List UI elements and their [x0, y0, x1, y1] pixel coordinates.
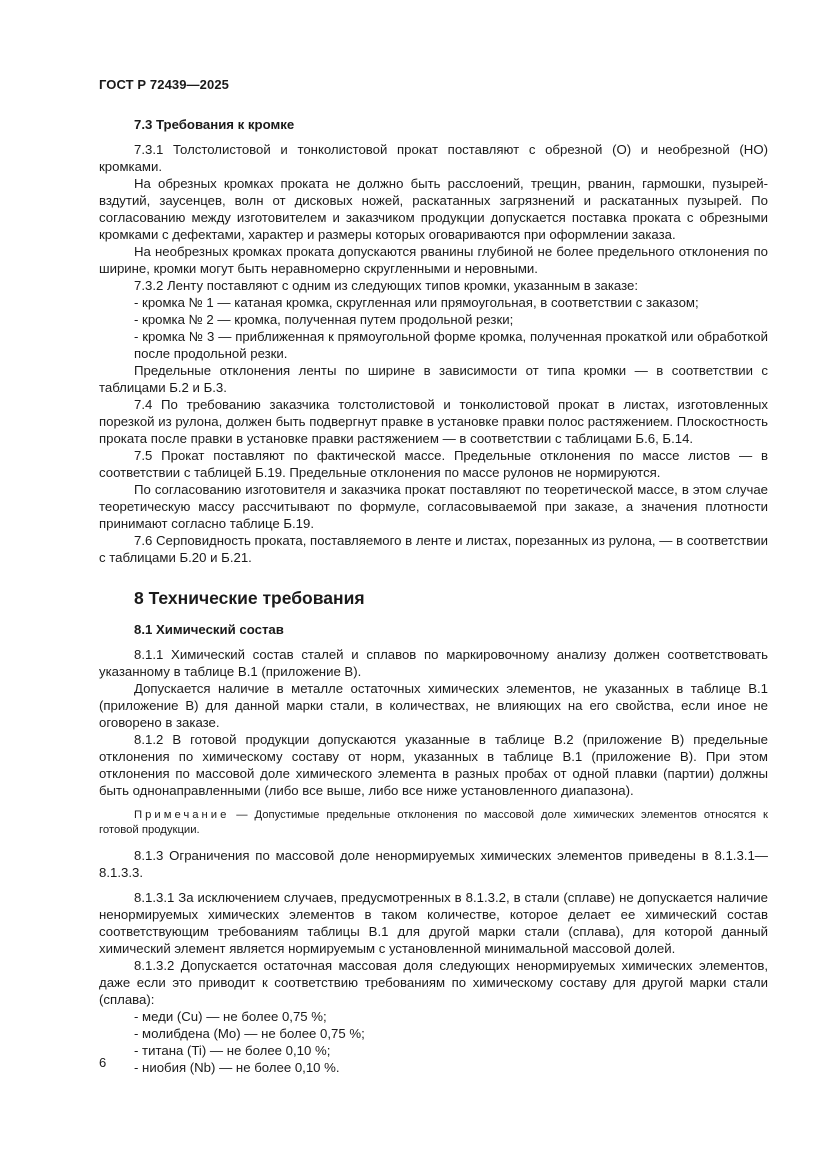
paragraph-8-1-3: 8.1.3 Ограничения по массовой доле ненормируемых химических элементов приведены в 8.1.3.1—8.1.3.3. [99, 848, 768, 880]
list-item: - кромка № 1 — катаная кромка, скругленная или прямоугольная, в соответствии с заказом; [134, 295, 699, 310]
paragraph-7-6: 7.6 Серповидность проката, поставляемого в ленте и листах, порезанных из рулона, — в соответствии с таблицами Б.20 и Б.21. [99, 533, 768, 565]
paragraph-7-5: 7.5 Прокат поставляют по фактической массе. Предельные отклонения по массе листов — в соответствии с таблицей Б.19. Предельные отклонения по массе рулонов не нормируются. [99, 448, 768, 480]
list-item: - меди (Cu) — не более 0,75 %; [134, 1009, 327, 1024]
document-body [99, 116, 768, 1076]
paragraph-theoretical-mass: По согласованию изготовителя и заказчика прокат поставляют по теоретической массе, в этом случае теоретическую массу рассчитывают по формуле, согласовываемой при заказе, а значения плотности принимают согласно таблице Б.19. [99, 482, 768, 531]
paragraph-7-4: 7.4 По требованию заказчика толстолистовой и тонколистовой прокат в листах, изготовленных порезкой из рулона, должен быть подвергнут правке в установке правки полос растяжением. Плоскостность проката после правки в установке правки растяжением — в соответствии с таблицами Б.6, Б.14. [99, 397, 768, 446]
element-limits-list [99, 1008, 768, 1076]
section-title-8: 8 Технические требования [134, 588, 365, 608]
page-number: 6 [99, 1055, 107, 1070]
note-label: Примечание [134, 809, 230, 821]
paragraph-cut-edges: На обрезных кромках проката не должно быть расслоений, трещин, рванин, гармошки, пузырей-вздутий, заусенцев, волн от дисковых ножей, раскатанных загрязнений и раскатанных пузырей. По согласованию между изготовителем и заказчиком продукции допускается поставка проката с обрезными кромками с дефектами, характер и размеры которых оговариваются при оформлении заказа. [99, 176, 768, 242]
paragraph-uncut-edges: На необрезных кромках проката допускаются рванины глубиной не более предельного отклонения по ширине, кромки могут быть неравномерно скругленными и неровными. [99, 244, 768, 276]
paragraph-width-deviations: Предельные отклонения ленты по ширине в зависимости от типа кромки — в соответствии с таблицами Б.2 и Б.3. [99, 363, 768, 395]
paragraph-8-1-3-2: 8.1.3.2 Допускается остаточная массовая доля следующих ненормируемых химических элементов, даже если это приводит к соответствию требованиям по химическому составу для другой марки стали (сплава): [99, 958, 768, 1007]
paragraph-7-3-2: 7.3.2 Ленту поставляют с одним из следующих типов кромки, указанным в заказе: [134, 278, 638, 293]
document-header: ГОСТ Р 72439—2025 [99, 77, 229, 92]
edge-types-list [99, 294, 768, 362]
paragraph-8-1-2: 8.1.2 В готовой продукции допускаются указанные в таблице В.2 (приложение В) предельные отклонения по химическому составу от норм, указанных в таблице В.1 (приложение В). При этом отклонения по массовой доле химического элемента в разных пробах от одной плавки (партии) должны быть однонаправленными (либо все выше, либо все ниже установленного диапазона). [99, 732, 768, 798]
list-item: - молибдена (Mo) — не более 0,75 %; [134, 1026, 365, 1041]
list-item: - ниобия (Nb) — не более 0,10 %. [134, 1060, 340, 1075]
subsection-title-8-1: 8.1 Химический состав [134, 622, 284, 637]
subsection-title-7-3: 7.3 Требования к кромке [134, 117, 295, 132]
paragraph-8-1-1: 8.1.1 Химический состав сталей и сплавов по маркировочному анализу должен соответствовать указанному в таблице В.1 (приложение В). [99, 647, 768, 679]
note [99, 808, 768, 838]
paragraph-7-3-1: 7.3.1 Толстолистовой и тонколистовой прокат поставляют с обрезной (О) и необрезной (НО) кромками. [99, 142, 768, 174]
list-item: - кромка № 2 — кромка, полученная путем продольной резки; [134, 312, 514, 327]
note-text: — Допустимые предельные отклонения по массовой доле химических элементов относятся к готовой продукции. [99, 809, 768, 836]
list-item: - кромка № 3 — приближенная к прямоугольной форме кромка, полученная прокаткой или обработкой после продольной резки. [134, 329, 768, 361]
list-item: - титана (Ti) — не более 0,10 %; [134, 1043, 331, 1058]
paragraph-8-1-3-1: 8.1.3.1 За исключением случаев, предусмотренных в 8.1.3.2, в стали (сплаве) не допускается наличие ненормируемых химических элементов в таком количестве, которое делает ее химический состав соответствующим требованиям таблицы В.1 для другой марки стали (сплава), для которой данный химический элемент является нормируемым с установленной минимальной массовой долей. [99, 890, 768, 956]
paragraph-residual-elements: Допускается наличие в металле остаточных химических элементов, не указанных в таблице В.1 (приложение В) для данной марки стали, в количествах, не влияющих на его свойства, если иное не оговорено в заказе. [99, 681, 768, 730]
